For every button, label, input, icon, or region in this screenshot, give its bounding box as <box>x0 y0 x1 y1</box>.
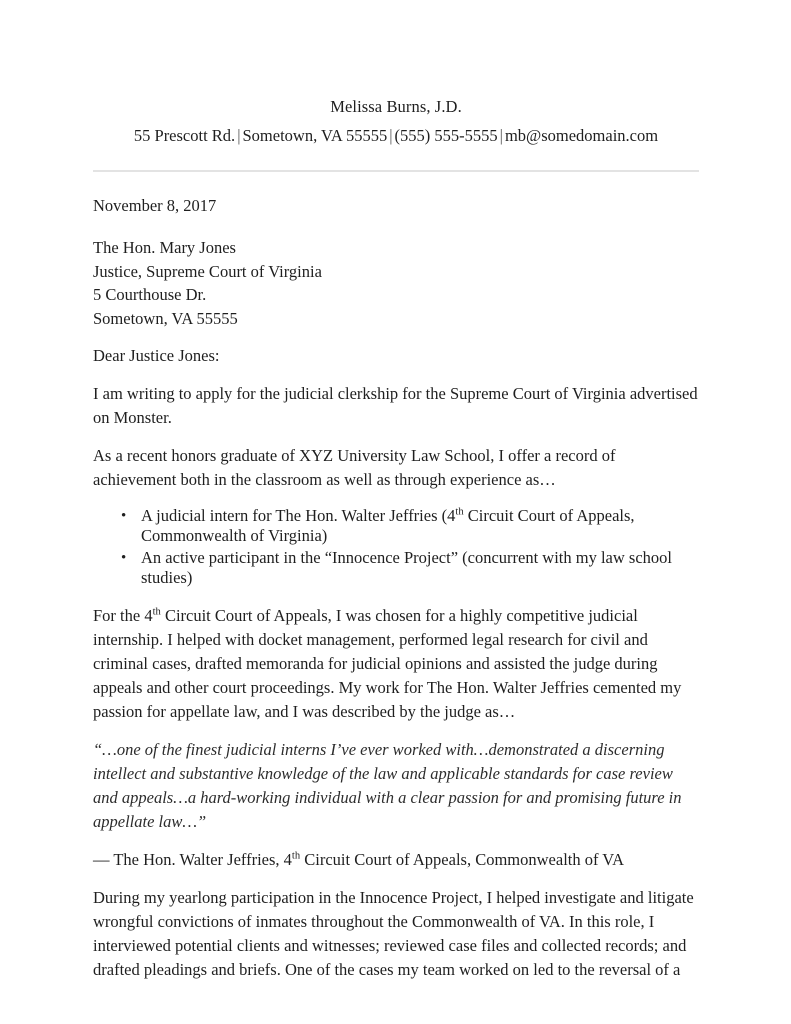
attribution-text-before: — The Hon. Walter Jeffries, 4 <box>93 850 292 869</box>
recipient-address-block <box>93 236 699 330</box>
sender-address: 55 Prescott Rd. <box>133 126 236 145</box>
ordinal-suffix: th <box>152 606 161 618</box>
bullet-text-before: A judicial intern for The Hon. Walter Jeffries (4 <box>141 506 456 525</box>
paragraph-text-before: For the 4 <box>93 606 153 625</box>
attribution-text-after: Circuit Court of Appeals, Commonwealth of VA <box>300 850 625 869</box>
recipient-street: 5 Courthouse Dr. <box>93 285 207 304</box>
recipient-name: The Hon. Mary Jones <box>93 238 236 257</box>
sender-city-state-zip: Sometown, VA 55555 <box>242 126 388 145</box>
paragraph-innocence-project: During my yearlong participation in the Innocence Project, I helped investigate and litigate wrongful convictions of inmates throughout the Commonwealth of VA. In this role, I interviewed potential clients and witnesses; reviewed case files and collected records; and drafted pleadings and briefs. One of the cases my team worked on led to the reversal of a <box>93 888 694 979</box>
letter-body <box>93 194 699 982</box>
experience-bullet-list <box>93 506 699 588</box>
letterhead-divider <box>93 170 699 172</box>
recipient-city-state-zip: Sometown, VA 55555 <box>93 308 238 328</box>
sender-email: mb@somedomain.com <box>504 126 659 145</box>
contact-separator-3: | <box>499 126 503 145</box>
letter-date: November 8, 2017 <box>93 196 217 215</box>
pull-quote: “…one of the finest judicial interns I’ve ever worked with…demonstrated a discerning intellect and substantive knowledge of the law and applicable standards for case review and appeals…a hard-working individual with a clear passion for and promising future in appellate law…” <box>93 740 682 831</box>
sender-name: Melissa Burns, J.D. <box>330 97 462 116</box>
document-content <box>93 0 699 996</box>
paragraph-internship <box>93 604 699 724</box>
paragraph-intro: I am writing to apply for the judicial clerkship for the Supreme Court of Virginia advertised on Monster. <box>93 384 698 427</box>
bullet-text-after: Circuit Court of Appeals, Commonwealth of Virginia) <box>141 506 635 545</box>
list-item <box>141 548 699 588</box>
quote-attribution <box>93 848 699 872</box>
sender-contact-line <box>93 124 699 148</box>
bullet-text-before: An active participant in the “Innocence Project” (concurrent with my law school studies) <box>141 548 673 587</box>
salutation: Dear Justice Jones: <box>93 346 220 365</box>
ordinal-suffix: th <box>455 506 464 518</box>
contact-separator-1: | <box>237 126 241 145</box>
letterhead <box>93 0 699 172</box>
list-item <box>141 506 699 546</box>
paragraph-text-after: Circuit Court of Appeals, I was chosen for a highly competitive judicial internship. I helped with docket management, performed legal research for civil and criminal cases, drafted memoranda for judicial opinions and assisted the judge during appeals and other court proceedings. My work for The Hon. Walter Jeffries cemented my passion for appellate law, and I was described by the judge as… <box>93 606 682 721</box>
contact-separator-2: | <box>389 126 393 145</box>
recipient-title: Justice, Supreme Court of Virginia <box>93 261 322 281</box>
paragraph-qualifications: As a recent honors graduate of XYZ University Law School, I offer a record of achievement both in the classroom as well as through experience as… <box>93 446 616 489</box>
ordinal-suffix: th <box>291 850 301 862</box>
sender-phone: (555) 555-5555 <box>394 126 498 145</box>
